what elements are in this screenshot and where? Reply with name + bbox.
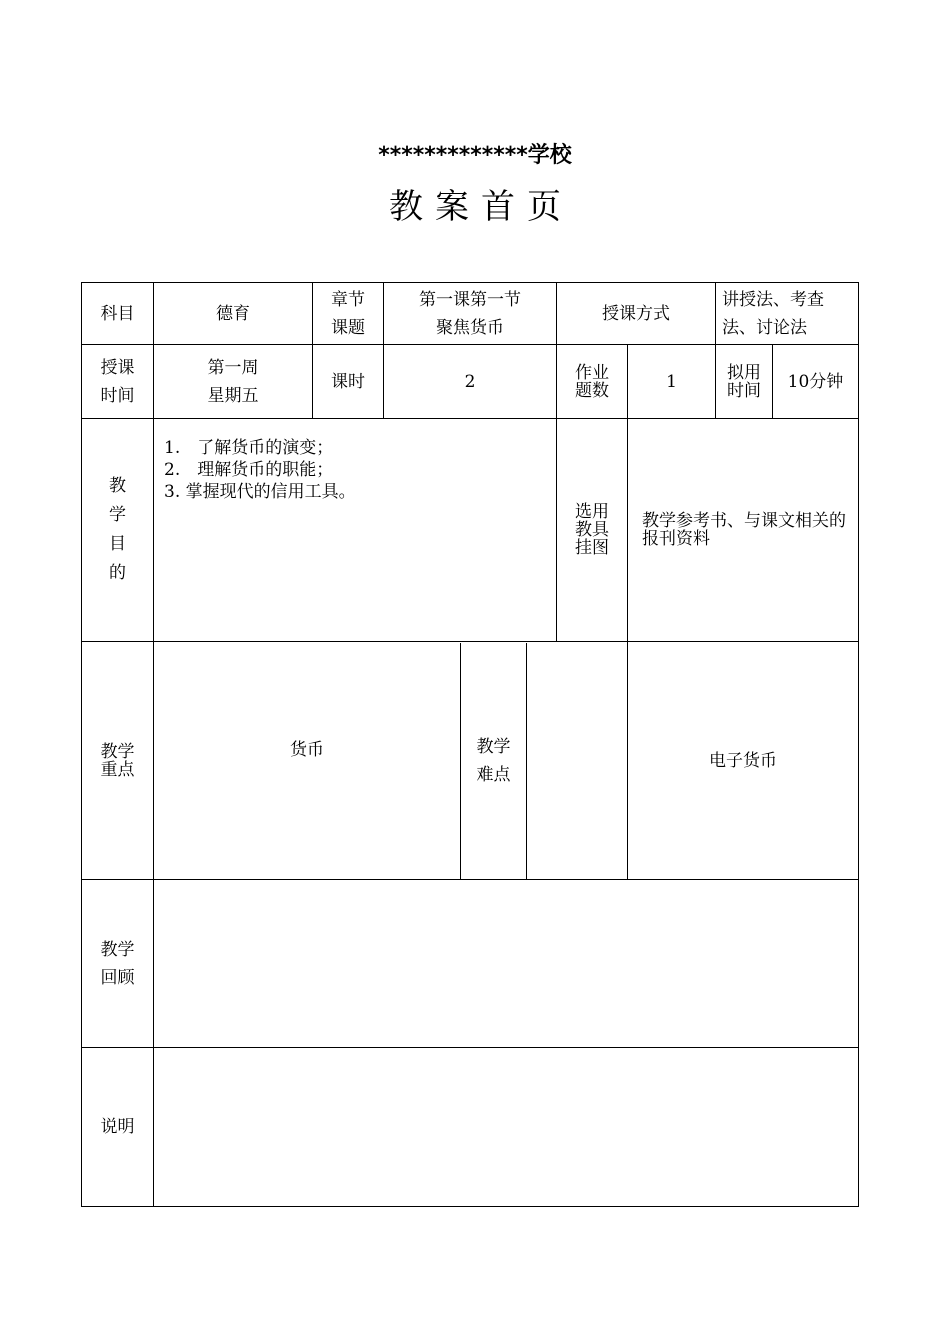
- school-name: *************学校: [378, 143, 572, 168]
- class-time-label: 授课 时间: [82, 345, 154, 419]
- notes-label: 说明: [82, 1048, 154, 1207]
- key-points-label: 教学 重点: [82, 642, 154, 880]
- table-row: [82, 1048, 859, 1207]
- difficulty-value: 电子货币: [628, 642, 859, 880]
- key-points-value: 货币: [290, 739, 324, 760]
- difficulty-label: 教学 难点: [460, 643, 527, 879]
- teaching-objectives-label: 教 学 目 的: [82, 419, 154, 642]
- teaching-objectives-list: [154, 419, 557, 642]
- table-row: [82, 880, 859, 1048]
- homework-count-value: 1: [628, 345, 716, 419]
- key-points-area: [154, 642, 628, 880]
- lesson-plan-table: [81, 282, 859, 1207]
- table-row: [82, 419, 859, 642]
- list-item: 3. 掌握现代的信用工具。: [164, 482, 356, 502]
- planned-time-label: 拟用 时间: [716, 345, 773, 419]
- class-hours-value: 2: [384, 345, 557, 419]
- class-time-value: 第一周 星期五: [154, 345, 313, 419]
- table-row: [82, 283, 859, 345]
- teaching-method-value: 讲授法、考查法、讨论法: [716, 283, 859, 345]
- list-item: 2. 理解货币的职能；: [164, 460, 334, 480]
- homework-count-label: 作业 题数: [557, 345, 628, 419]
- teaching-tools-value: 教学参考书、与课文相关的报刊资料: [628, 419, 859, 642]
- table-row: [82, 345, 859, 419]
- list-item: 1. 了解货币的演变；: [164, 438, 334, 458]
- document-title: 教案首页: [389, 187, 573, 227]
- class-hours-label: 课时: [313, 345, 384, 419]
- notes-value: [154, 1048, 859, 1207]
- subject-label: 科目: [82, 283, 154, 345]
- chapter-label: 章节 课题: [313, 283, 384, 345]
- table-row: [82, 642, 859, 880]
- chapter-value: 第一课第一节 聚焦货币: [384, 283, 557, 345]
- teaching-tools-label: 选用 教具 挂图: [557, 419, 628, 642]
- planned-time-value: 10分钟: [773, 345, 859, 419]
- teaching-review-value: [154, 880, 859, 1048]
- teaching-review-label: 教学 回顾: [82, 880, 154, 1048]
- teaching-method-label: 授课方式: [557, 283, 716, 345]
- subject-value: 德育: [154, 283, 313, 345]
